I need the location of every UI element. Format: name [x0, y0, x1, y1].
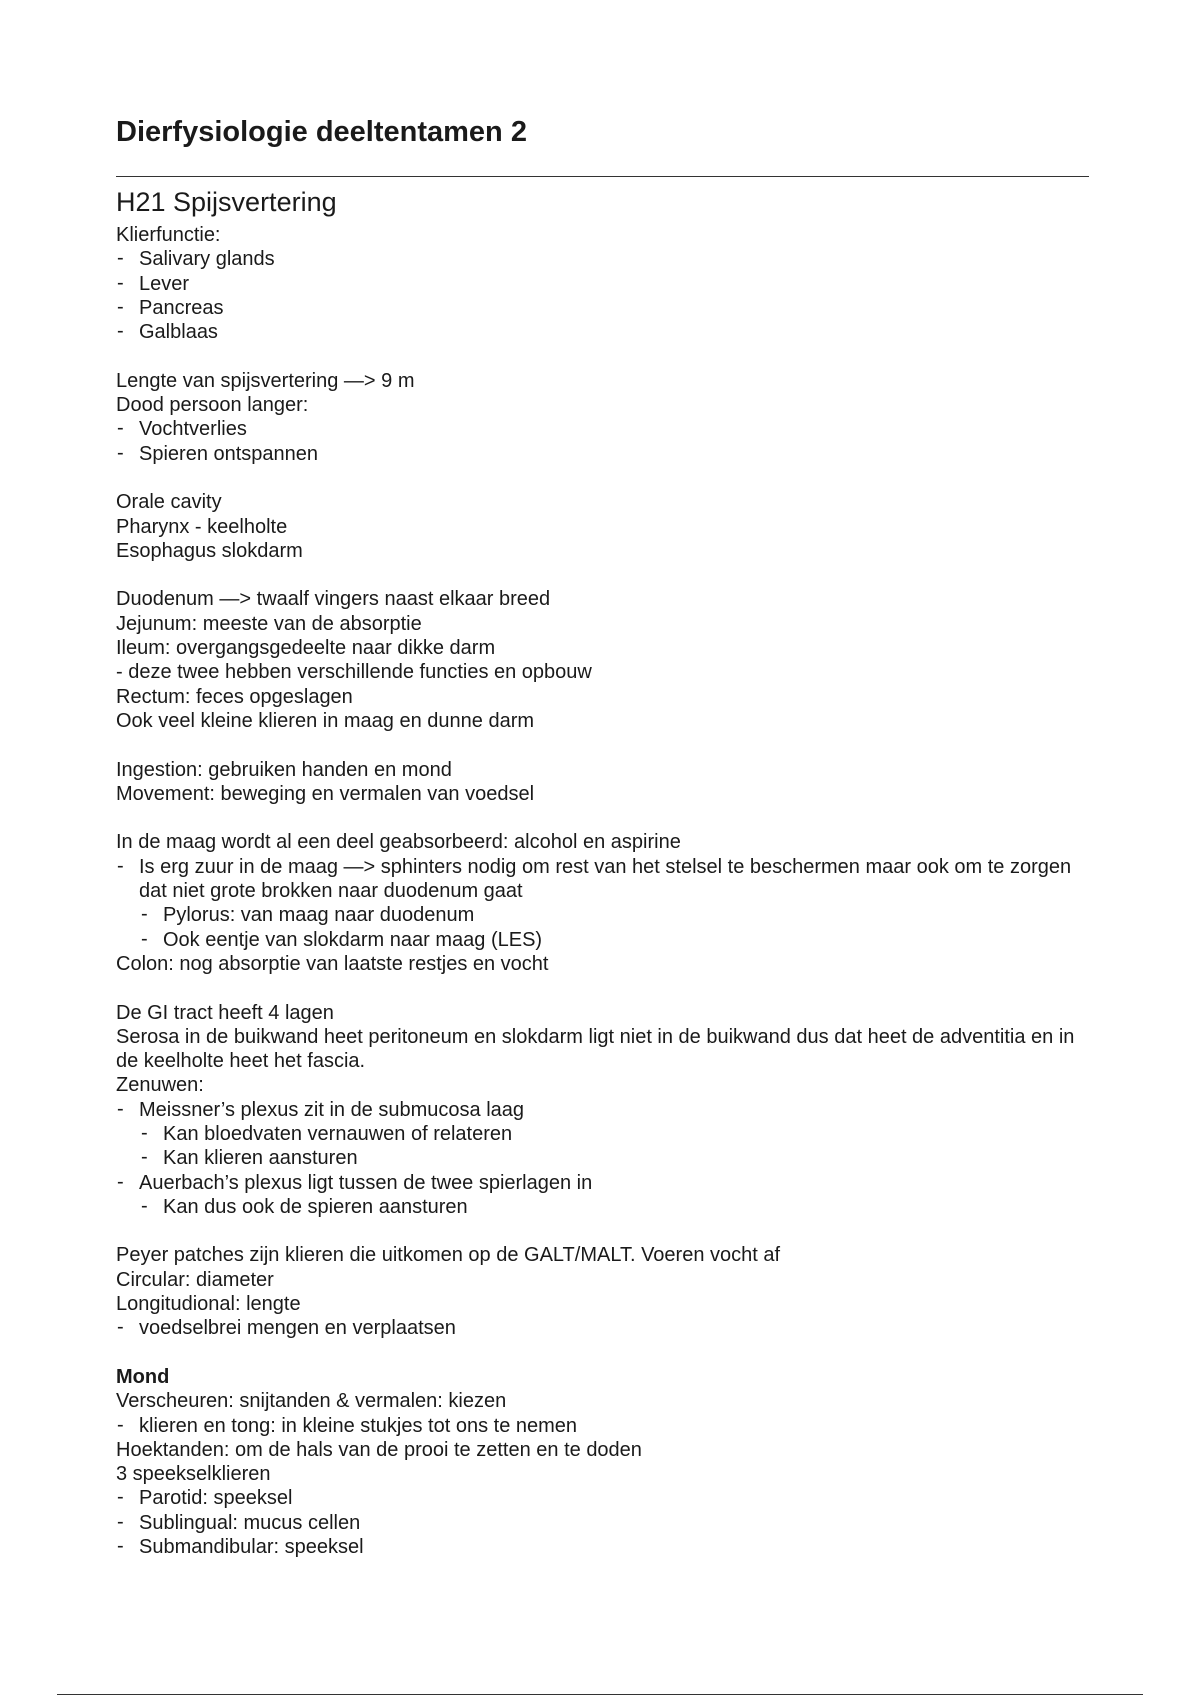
- text-line: Ileum: overgangsgedeelte naar dikke darm: [116, 637, 496, 660]
- bullet-item: - Lever: [116, 272, 1091, 296]
- text-line: 3 speekselklieren: [116, 1463, 271, 1486]
- text-line: Jejunum: meeste van de absorptie: [116, 612, 422, 635]
- text-line: In de maag wordt al een deel geabsorbeerd: alcohol en aspirine: [116, 831, 681, 854]
- sub-bullet-item: - Kan bloedvaten vernauwen of relateren: [116, 1122, 1091, 1146]
- text-line: Duodenum —> twaalf vingers naast elkaar breed: [116, 588, 551, 611]
- blank-line: [116, 976, 1091, 1000]
- text-line: Hoektanden: om de hals van de prooi te zetten en te doden: [116, 1438, 642, 1461]
- section-title: H21 Spijsvertering: [116, 187, 337, 217]
- blank-line: [116, 1219, 1091, 1243]
- text-line: Serosa in de buikwand heet peritoneum en slokdarm ligt niet in de buikwand dus dat heet de adventitia en in de keelholte heet het fascia.: [116, 1025, 1075, 1073]
- bullet-item: - Meissner’s plexus zit in de submucosa laag: [116, 1098, 1091, 1122]
- text-line: Longitudional: lengte: [116, 1293, 301, 1316]
- document-body: [116, 223, 1091, 1559]
- blank-line: [116, 733, 1091, 757]
- text-line: Circular: diameter: [116, 1268, 274, 1291]
- text-line: Orale cavity: [116, 491, 222, 514]
- footer-divider: [57, 1694, 1143, 1695]
- text-line: Ook veel kleine klieren in maag en dunne darm: [116, 709, 535, 732]
- blank-line: [116, 344, 1091, 368]
- text-line: De GI tract heeft 4 lagen: [116, 1001, 334, 1024]
- text-line: Lengte van spijsvertering —> 9 m: [116, 369, 415, 392]
- blank-line: [116, 466, 1091, 490]
- text-line: Klierfunctie:: [116, 224, 221, 246]
- sub-bullet-item: - Kan klieren aansturen: [116, 1146, 1091, 1170]
- bullet-item: - Spieren ontspannen: [116, 442, 1091, 466]
- title-divider: [116, 176, 1089, 177]
- bullet-item: - klieren en tong: in kleine stukjes tot ons te nemen: [116, 1414, 1091, 1438]
- document-page: [116, 112, 1091, 1559]
- text-line: Verscheuren: snijtanden & vermalen: kiezen: [116, 1390, 507, 1413]
- bullet-item: - Auerbach’s plexus ligt tussen de twee spierlagen in: [116, 1171, 1091, 1195]
- text-line: Movement: beweging en vermalen van voedsel: [116, 782, 535, 805]
- text-line: Dood persoon langer:: [116, 394, 309, 417]
- bullet-item: - Sublingual: mucus cellen: [116, 1511, 1091, 1535]
- bullet-item: - voedselbrei mengen en verplaatsen: [116, 1316, 1091, 1340]
- bullet-item: - Parotid: speeksel: [116, 1486, 1091, 1510]
- text-line: Esophagus slokdarm: [116, 539, 303, 562]
- document-title: Dierfysiologie deeltentamen 2: [116, 116, 527, 148]
- bullet-item: - Salivary glands: [116, 247, 1091, 271]
- blank-line: [116, 563, 1091, 587]
- blank-line: [116, 806, 1091, 830]
- sub-bullet-item: - Kan dus ook de spieren aansturen: [116, 1195, 1091, 1219]
- text-line: Colon: nog absorptie van laatste restjes en vocht: [116, 952, 549, 975]
- text-line: - deze twee hebben verschillende functies en opbouw: [116, 661, 592, 684]
- blank-line: [116, 1341, 1091, 1365]
- bullet-item: - Galblaas: [116, 320, 1091, 344]
- bullet-item: - Pancreas: [116, 296, 1091, 320]
- bullet-item: - Submandibular: speeksel: [116, 1535, 1091, 1559]
- text-line: Zenuwen:: [116, 1074, 204, 1097]
- subheading: Mond: [116, 1365, 170, 1388]
- sub-bullet-item: - Pylorus: van maag naar duodenum: [116, 903, 1091, 927]
- text-line: Peyer patches zijn klieren die uitkomen op de GALT/MALT. Voeren vocht af: [116, 1244, 781, 1267]
- bullet-item: - Vochtverlies: [116, 417, 1091, 441]
- bullet-item: - Is erg zuur in de maag —> sphinters nodig om rest van het stelsel te beschermen maar ook om te zorgen dat niet grote brokken naar duodenum gaat: [116, 855, 1091, 904]
- text-line: Pharynx - keelholte: [116, 515, 288, 538]
- sub-bullet-item: - Ook eentje van slokdarm naar maag (LES): [116, 928, 1091, 952]
- text-line: Ingestion: gebruiken handen en mond: [116, 758, 452, 781]
- text-line: Rectum: feces opgeslagen: [116, 685, 353, 708]
